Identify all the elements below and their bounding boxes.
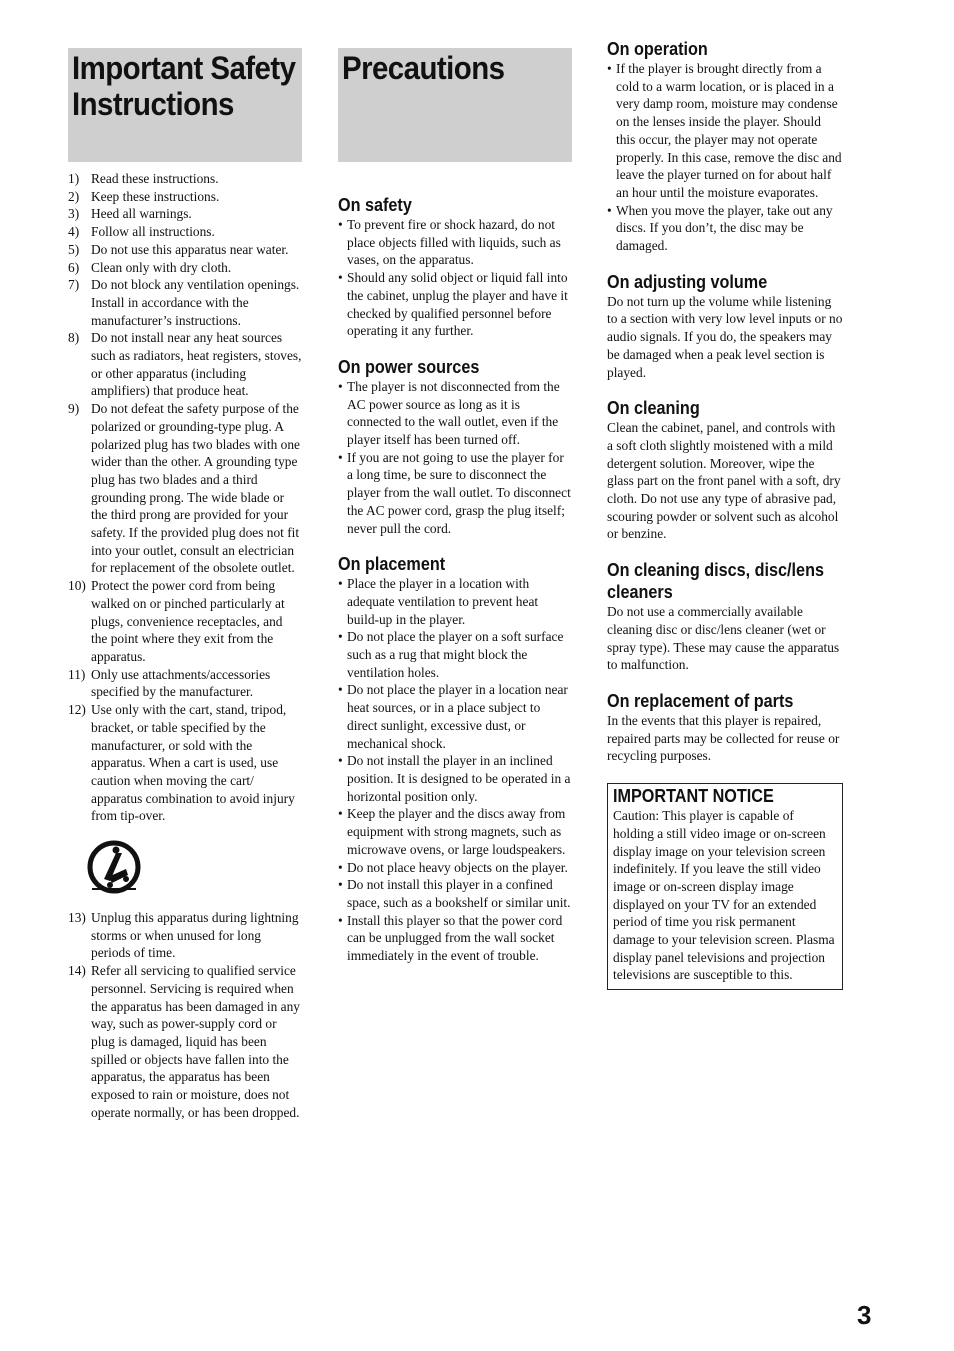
- volume-section: [607, 271, 843, 382]
- safety-instructions-column: [68, 48, 302, 1121]
- instruction-number: 14): [68, 963, 86, 979]
- notice-heading: IMPORTANT NOTICE: [613, 786, 774, 807]
- instruction-text: Heed all warnings.: [91, 206, 192, 222]
- safety-section: [338, 194, 572, 340]
- instruction-number: 12): [68, 702, 86, 718]
- instruction-number: 4): [68, 224, 80, 240]
- placement-section: [338, 553, 572, 964]
- operation-heading: On operation: [607, 39, 708, 59]
- parts-section: [607, 690, 843, 765]
- parts-text: In the events that this player is repaired, repaired parts may be collected for reuse or recycling purposes.: [607, 712, 840, 764]
- instruction-item: [68, 909, 302, 962]
- instruction-text: Only use attachments/accessories specified by the manufacturer.: [91, 666, 271, 700]
- bullet-item: • Do not install this player in a confined space, such as a bookshelf or similar unit.: [338, 876, 572, 911]
- bullet-item: • Do not place the player in a location near heat sources, or in a place subject to direct sunlight, excessive dust, or mechanical shock.: [338, 681, 572, 752]
- instruction-number: 8): [68, 330, 80, 346]
- cleaning-text: Clean the cabinet, panel, and controls with a soft cloth slightly moistened with a mild detergent solution. Moreover, wipe the glass part on the front panel with a soft, dry cloth. Do not use any type of abrasive pad, scouring powder or solvent such as alcohol or benzine.: [607, 420, 841, 542]
- instruction-number: 1): [68, 171, 80, 186]
- instruction-number: 3): [68, 206, 80, 222]
- instruction-item: [68, 962, 302, 1121]
- instruction-text: Protect the power cord from being walked on or pinched particularly at plugs, convenience receptacles, and the point where they exit from the apparatus.: [91, 578, 285, 664]
- bullet-item: • If the player is brought directly from a cold to a warm location, or is placed in a very damp room, moisture may condense on the lenses inside the player. Should this occur, the player may not operate properly. In this case, remove the disc and leave the player turned on for about half an hour until the moisture evaporates.: [607, 60, 843, 202]
- instruction-text: Use only with the cart, stand, tripod, bracket, or table specified by the manufacturer, or sold with the apparatus. When a cart is used, use caution when moving the cart/ apparatus combination to avoid injury from tip-over.: [91, 702, 295, 824]
- cleaning-heading: On cleaning: [607, 398, 700, 419]
- instruction-text: Follow all instructions.: [91, 224, 215, 240]
- parts-heading: On replacement of parts: [607, 690, 794, 711]
- bullet-item: • Do not place the player on a soft surface such as a rug that might block the ventilation holes.: [338, 628, 572, 681]
- instruction-item: [68, 205, 302, 223]
- instructions-list-continued: [68, 909, 302, 1121]
- bullet-item: • Place the player in a location with adequate ventilation to prevent heat build-up in the player.: [338, 575, 572, 628]
- instruction-text: Keep these instructions.: [91, 188, 220, 204]
- instruction-number: 10): [68, 578, 86, 594]
- instruction-text: Do not install near any heat sources such as radiators, heat registers, stoves, or other apparatus (including amplifiers) that produce heat.: [91, 330, 302, 399]
- safety-title-line2: Instructions: [72, 86, 234, 122]
- precautions-title: Precautions: [342, 50, 505, 86]
- instruction-item: [68, 259, 302, 277]
- instruction-item: [68, 170, 302, 188]
- safety-title-line1: Important Safety: [72, 50, 296, 86]
- bullet-item: • Do not install the player in an inclined position. It is designed to be operated in a horizontal position only.: [338, 752, 572, 805]
- power-section: [338, 356, 572, 537]
- placement-list: [338, 575, 572, 964]
- volume-heading: On adjusting volume: [607, 271, 768, 292]
- instruction-item: [68, 223, 302, 241]
- bullet-item: • Should any solid object or liquid fall into the cabinet, unplug the player and have it checked by qualified personnel before operating it any further.: [338, 269, 572, 340]
- safety-list: [338, 216, 572, 340]
- instruction-number: 13): [68, 910, 86, 926]
- instruction-text: Clean only with dry cloth.: [91, 259, 232, 275]
- precautions-title-box: [338, 48, 572, 162]
- instruction-number: 5): [68, 241, 80, 257]
- instruction-text: Do not use this apparatus near water.: [91, 241, 289, 257]
- volume-text: Do not turn up the volume while listening to a section with very low level inputs or no audio signals. If you do, the speakers may be damaged when a peak level section is played.: [607, 293, 843, 380]
- cart-tip-over-warning-icon: [86, 839, 142, 895]
- operation-list: [607, 60, 843, 255]
- instruction-text: Unplug this apparatus during lightning storms or when unused for long periods of time.: [91, 910, 299, 961]
- instruction-item: [68, 666, 302, 701]
- safety-title-box: [68, 48, 302, 162]
- instruction-text: Refer all servicing to qualified service personnel. Servicing is required when the apparatus has been damaged in any way, such as power-supply cord or plug is damaged, liquid has been spilled or objects have fallen into the apparatus, the apparatus has been exposed to rain or moisture, does not operate normally, or has been dropped.: [91, 963, 300, 1120]
- page-number: 3: [857, 1300, 872, 1330]
- precautions-column: [338, 48, 572, 965]
- instruction-text: Do not defeat the safety purpose of the polarized or grounding-type plug. A polarized plug has two blades with one wider than the other. A grounding type plug has two blades and a third grounding prong. The wide blade or the third prong are provided for your safety. If the provided plug does not fit into your outlet, consult an electrician for replacement of the obsolete outlet.: [91, 401, 300, 576]
- placement-heading: On placement: [338, 554, 446, 575]
- instruction-text: Read these instructions.: [91, 171, 219, 186]
- bullet-item: • The player is not disconnected from the AC power source as long as it is connected to the wall outlet, even if the player itself has been turned off.: [338, 378, 572, 449]
- bullet-item: • Do not place heavy objects on the player.: [338, 859, 572, 877]
- instruction-item: [68, 276, 302, 329]
- instruction-number: 11): [68, 666, 86, 682]
- important-notice-box: [607, 783, 843, 990]
- discs-heading: On cleaning discs, disc/lens cleaners: [607, 560, 824, 603]
- instruction-number: 7): [68, 277, 80, 293]
- instruction-item: [68, 241, 302, 259]
- instruction-item: [68, 188, 302, 206]
- instruction-number: 9): [68, 401, 80, 417]
- instruction-number: 2): [68, 188, 80, 204]
- precautions-column-continued: [607, 38, 843, 990]
- instruction-item: [68, 577, 302, 666]
- instruction-number: 6): [68, 259, 80, 275]
- safety-heading: On safety: [338, 195, 412, 215]
- power-heading: On power sources: [338, 356, 480, 377]
- instruction-item: [68, 701, 302, 825]
- bullet-item: • To prevent fire or shock hazard, do not place objects filled with liquids, such as vases, on the apparatus.: [338, 216, 572, 269]
- instruction-item: [68, 400, 302, 577]
- bullet-item: • Keep the player and the discs away from equipment with strong magnets, such as microwave ovens, or large loudspeakers.: [338, 805, 572, 858]
- cleaning-section: [607, 397, 843, 543]
- instruction-text: Do not block any ventilation openings. Install in accordance with the manufacturer’s instructions.: [91, 277, 300, 328]
- bullet-item: • When you move the player, take out any discs. If you don’t, the disc may be damaged.: [607, 202, 843, 255]
- discs-section: [607, 559, 843, 674]
- notice-text: Caution: This player is capable of holding a still video image or on-screen display image on your television screen indefinitely. If you leave the still video image or on-screen display image displayed on your TV for an extended period of time you risk permanent damage to your television screen. Plasma display panel televisions and projection televisions are susceptible to this.: [613, 808, 835, 983]
- instruction-item: [68, 329, 302, 400]
- bullet-item: • If you are not going to use the player for a long time, be sure to disconnect the player from the wall outlet. To disconnect the AC power cord, grasp the plug itself; never pull the cord.: [338, 449, 572, 538]
- discs-text: Do not use a commercially available cleaning disc or disc/lens cleaner (wet or spray type). These may cause the apparatus to malfunction.: [607, 604, 840, 673]
- bullet-item: • Install this player so that the power cord can be unplugged from the wall socket immediately in the event of trouble.: [338, 912, 572, 965]
- operation-section: [607, 38, 843, 255]
- power-list: [338, 378, 572, 537]
- instructions-list: [68, 170, 302, 825]
